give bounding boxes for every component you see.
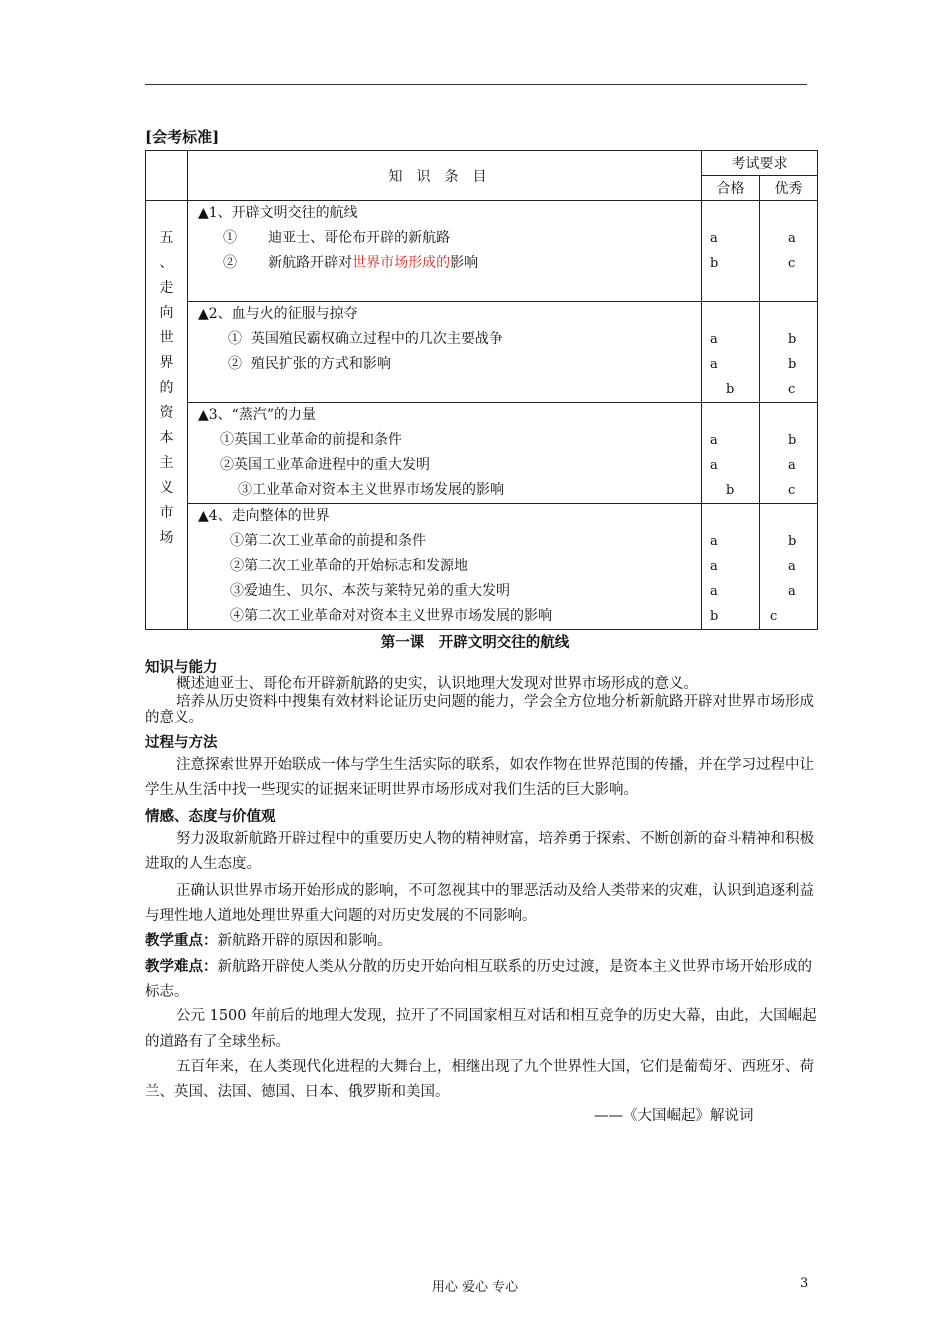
grade-pass: a — [710, 332, 718, 347]
header-requirement: 考试要求 — [702, 151, 818, 176]
header-rule — [145, 84, 807, 85]
grade-excellent: a — [788, 231, 796, 246]
grade-pass: a — [710, 357, 718, 372]
header-excellent: 优秀 — [760, 176, 818, 201]
section-item: ②英国工业革命进程中的重大发明 — [220, 457, 430, 473]
knowledge-heading: 知识与能力 — [145, 659, 218, 676]
intro-paragraph: 五百年来，在人类现代化进程的大舞台上，相继出现了九个世界性大国，它们是葡萄牙、西班牙、荷兰、英国、法国、德国、日本、俄罗斯和美国。 — [145, 1059, 814, 1100]
excellent-grades-1 — [760, 201, 818, 302]
unit-title — [146, 226, 187, 551]
header-blank-cell — [146, 151, 188, 201]
unit-title-char: 向 — [159, 305, 174, 321]
section-title: ▲1、开辟文明交往的航线 — [198, 205, 358, 221]
grade-pass: a — [710, 458, 718, 473]
unit-title-char: 走 — [159, 280, 174, 296]
grade-excellent: a — [788, 458, 796, 473]
item-text: ② 新航路开辟对 — [223, 255, 353, 271]
excellent-grades-2 — [760, 302, 818, 403]
unit-title-char: 、 — [159, 255, 174, 271]
section-title: ▲2、血与火的征服与掠夺 — [198, 306, 358, 322]
unit-title-char: 场 — [159, 530, 174, 546]
grade-excellent: c — [788, 382, 796, 397]
unit-title-char: 主 — [159, 455, 174, 471]
section-item: ③爱迪生、贝尔、本茨与莱特兄弟的重大发明 — [230, 583, 510, 599]
section-item: ① 英国殖民霸权确立过程中的几次主要战争 — [228, 331, 503, 347]
section-item: ③工业革命对资本主义世界市场发展的影响 — [238, 482, 504, 498]
grade-excellent: b — [788, 332, 797, 347]
key-point-text: 新航路开辟的原因和影响。 — [217, 933, 392, 949]
difficulty-label: 教学难点： — [145, 958, 218, 975]
grade-pass: b — [726, 382, 735, 397]
exam-standards-table — [145, 150, 818, 630]
item-text: 影响 — [450, 255, 479, 271]
grade-excellent: b — [788, 357, 797, 372]
highlighted-text: 世界市场形成的 — [352, 255, 451, 271]
pass-grades-1 — [702, 201, 760, 302]
grade-pass: b — [710, 256, 719, 271]
grade-excellent: b — [788, 534, 797, 549]
lesson-title: 第一课 开辟文明交往的航线 — [380, 634, 570, 651]
unit-title-char: 五 — [159, 230, 174, 246]
emotion-heading: 情感、态度与价值观 — [145, 808, 276, 825]
pass-grades-4 — [702, 504, 760, 630]
emotion-paragraph: 正确认识世界市场开始形成的影响，不可忽视其中的罪恶活动及给人类带来的灾难，认识到追逐利益与理性地人道地处理世界重大问题的对历史发展的不同影响。 — [145, 883, 814, 924]
difficulty — [145, 954, 817, 1005]
header-pass: 合格 — [702, 176, 760, 201]
section-1-cell — [188, 201, 702, 302]
unit-title-char: 资 — [159, 405, 174, 421]
key-point-label: 教学重点： — [145, 932, 218, 949]
section-3-cell — [188, 403, 702, 504]
grade-pass: a — [710, 231, 718, 246]
section-title: ▲3、“蒸汽”的力量 — [198, 407, 316, 423]
intro-paragraph: 公元 1500 年前后的地理大发现，拉开了不同国家相互对话和相互竞争的历史大幕，由此，大国崛起的道路有了全球坐标。 — [145, 1008, 817, 1050]
page-number: 3 — [800, 1276, 809, 1291]
grade-pass: a — [710, 559, 718, 574]
section-item: ① 迪亚士、哥伦布开辟的新航路 — [223, 230, 451, 246]
section-title: ▲4、走向整体的世界 — [198, 508, 330, 524]
section-item — [188, 251, 701, 276]
section-item: ①第二次工业革命的前提和条件 — [230, 533, 426, 549]
knowledge-paragraph: 概述迪亚士、哥伦布开辟新航路的史实，认识地理大发现对世界市场形成的意义。 — [176, 676, 698, 692]
grade-excellent: c — [788, 483, 796, 498]
section-item: ②第二次工业革命的开始标志和发源地 — [230, 558, 468, 574]
standards-title: [会考标准] — [145, 128, 220, 146]
unit-title-char: 世 — [159, 330, 174, 346]
excellent-grades-3 — [760, 403, 818, 504]
grade-pass: b — [710, 609, 719, 624]
key-point — [145, 929, 817, 953]
process-paragraph: 注意探索世界开始联成一体与学生生活实际的联系，如农作物在世界范围的传播，并在学习过程中让学生从生活中找一些现实的证据来证明世界市场形成对我们生活的巨大影响。 — [145, 757, 814, 798]
knowledge-paragraph: 培养从历史资料中搜集有效材料论证历史问题的能力，学会全方位地分析新航路开辟对世界市场形成的意义。 — [145, 694, 814, 726]
section-4-cell — [188, 504, 702, 630]
section-item: ② 殖民扩张的方式和影响 — [228, 356, 391, 372]
grade-excellent: a — [788, 584, 796, 599]
section-2-cell — [188, 302, 702, 403]
grade-excellent: a — [788, 559, 796, 574]
unit-title-char: 本 — [159, 430, 174, 446]
section-item: ④第二次工业革命对对资本主义世界市场发展的影响 — [230, 608, 552, 624]
difficulty-text: 新航路开辟使人类从分散的历史开始向相互联系的历史过渡，是资本主义世界市场开始形成的标志。 — [145, 959, 812, 1000]
grade-pass: a — [710, 534, 718, 549]
unit-title-char: 界 — [159, 355, 174, 371]
excellent-grades-4 — [760, 504, 818, 630]
grade-pass: a — [710, 433, 718, 448]
grade-pass: b — [726, 483, 735, 498]
emotion-paragraph: 努力汲取新航路开辟过程中的重要历史人物的精神财富，培养勇于探索、不断创新的奋斗精神和积极进取的人生态度。 — [145, 831, 814, 872]
pass-grades-2 — [702, 302, 760, 403]
unit-title-char: 市 — [159, 505, 174, 521]
process-heading: 过程与方法 — [145, 734, 218, 751]
header-knowledge: 知识条目 — [188, 151, 702, 201]
grade-excellent: b — [788, 433, 797, 448]
unit-title-char: 义 — [159, 480, 174, 496]
section-item: ①英国工业革命的前提和条件 — [220, 432, 402, 448]
unit-title-cell — [146, 201, 188, 630]
footer-motto: 用心 爱心 专心 — [431, 1280, 519, 1295]
unit-title-char: 的 — [159, 380, 174, 396]
grade-excellent: c — [788, 256, 796, 271]
quote-source: ——《大国崛起》解说词 — [594, 1108, 754, 1124]
grade-excellent: c — [770, 609, 778, 624]
grade-pass: a — [710, 584, 718, 599]
pass-grades-3 — [702, 403, 760, 504]
